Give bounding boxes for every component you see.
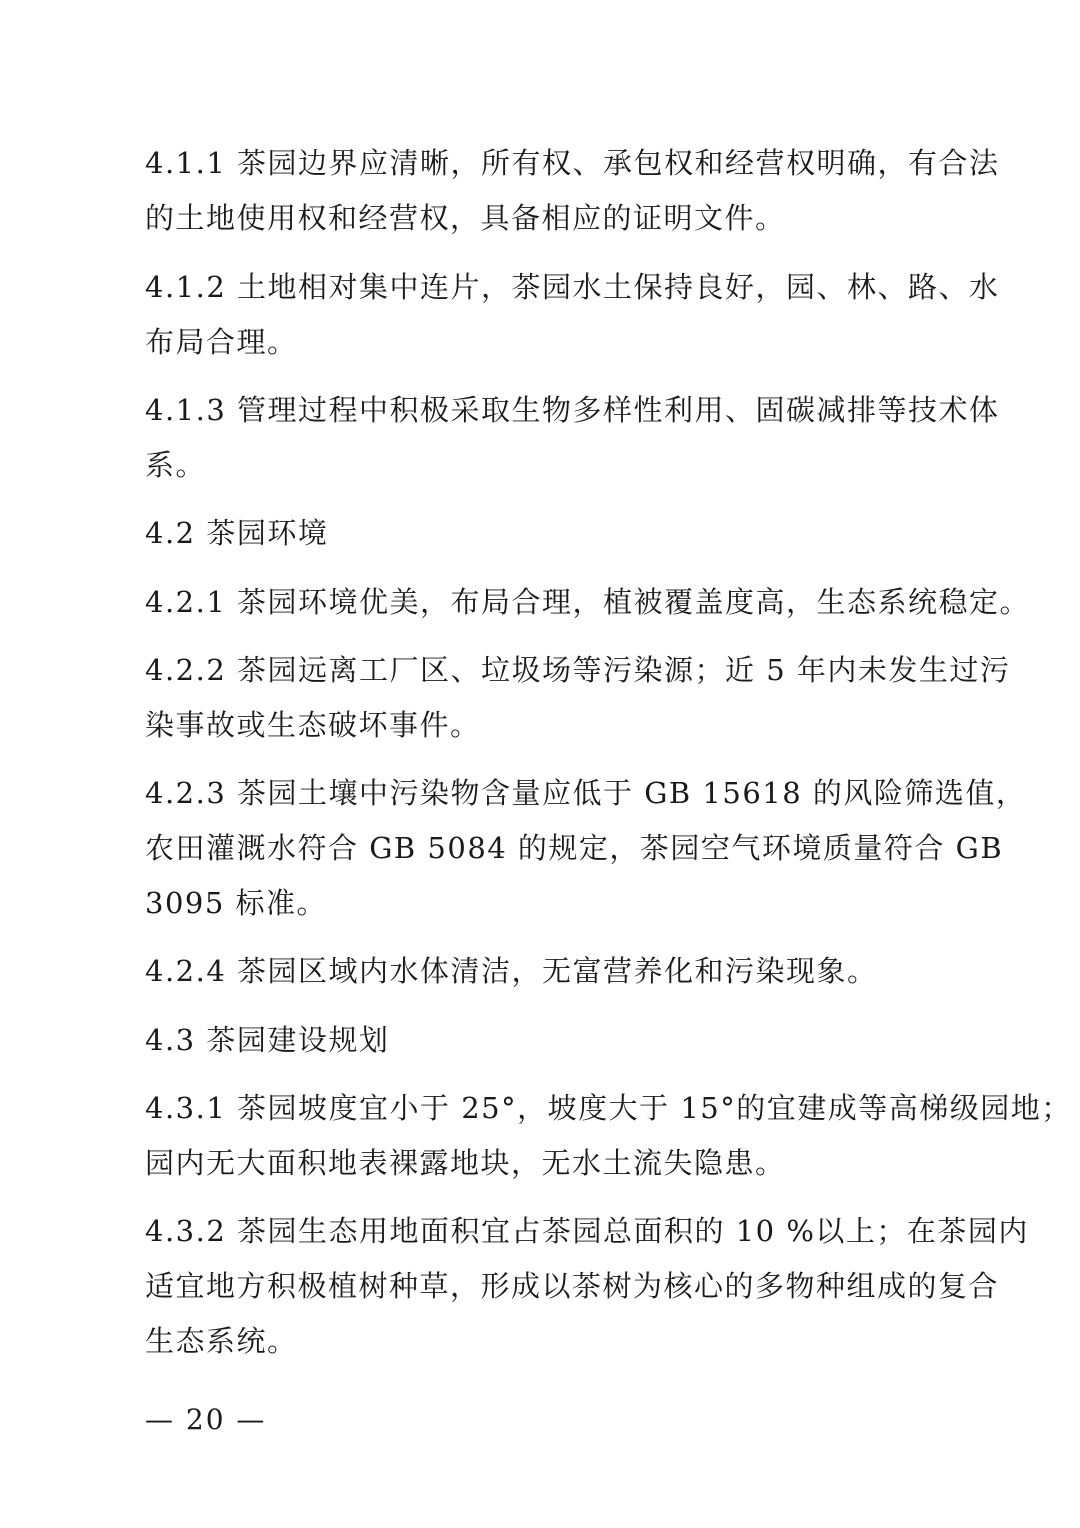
clause-4-1-3-line-1: 4.1.3 管理过程中积极采取生物多样性利用、固碳减排等技术体: [145, 393, 1000, 427]
clause-4-2-2-line-1: 4.2.2 茶园远离工厂区、垃圾场等污染源；近 5 年内未发生过污: [145, 653, 1011, 687]
clause-4-3-2-line-2: 适宜地方积极植树种草，形成以茶树为核心的多物种组成的复合: [145, 1269, 1000, 1303]
clause-4-2-3-line-1: 4.2.3 茶园土壤中污染物含量应低于 GB 15618 的风险筛选值，: [145, 776, 1027, 810]
clause-4-1-1-line-2: 的土地使用权和经营权，具备相应的证明文件。: [145, 201, 786, 235]
clause-4-2-3-line-2: 农田灌溉水符合 GB 5084 的规定，茶园空气环境质量符合 GB: [145, 831, 1004, 865]
clause-4-1-3-line-2: 系。: [145, 448, 207, 482]
clause-4-3-2-line-3: 生态系统。: [145, 1324, 298, 1358]
clause-4-1-2-line-2: 布局合理。: [145, 325, 298, 359]
clause-4-2-2-line-2: 染事故或生态破坏事件。: [145, 708, 481, 742]
clause-4-1-1-line-1: 4.1.1 茶园边界应清晰，所有权、承包权和经营权明确，有合法: [145, 146, 1000, 180]
clause-4-3-1-line-2: 园内无大面积地表裸露地块，无水土流失隐患。: [145, 1146, 786, 1180]
section-heading-4-3: 4.3 茶园建设规划: [145, 1023, 390, 1057]
clause-4-2-1-line-1: 4.2.1 茶园环境优美，布局合理，植被覆盖度高，生态系统稳定。: [145, 585, 1031, 619]
section-heading-4-2: 4.2 茶园环境: [145, 516, 329, 550]
clause-4-2-4-line-1: 4.2.4 茶园区域内水体清洁，无富营养化和污染现象。: [145, 954, 878, 988]
clause-4-3-2-line-1: 4.3.2 茶园生态用地面积宜占茶园总面积的 10 %以上；在茶园内: [145, 1214, 1029, 1248]
clause-4-2-3-line-3: 3095 标准。: [145, 886, 328, 920]
clause-4-1-2-line-1: 4.1.2 土地相对集中连片，茶园水土保持良好，园、林、路、水: [145, 270, 1000, 304]
clause-4-3-1-line-1: 4.3.1 茶园坡度宜小于 25°，坡度大于 15°的宜建成等高梯级园地；: [145, 1091, 1072, 1125]
page-number: — 20 —: [145, 1403, 267, 1436]
